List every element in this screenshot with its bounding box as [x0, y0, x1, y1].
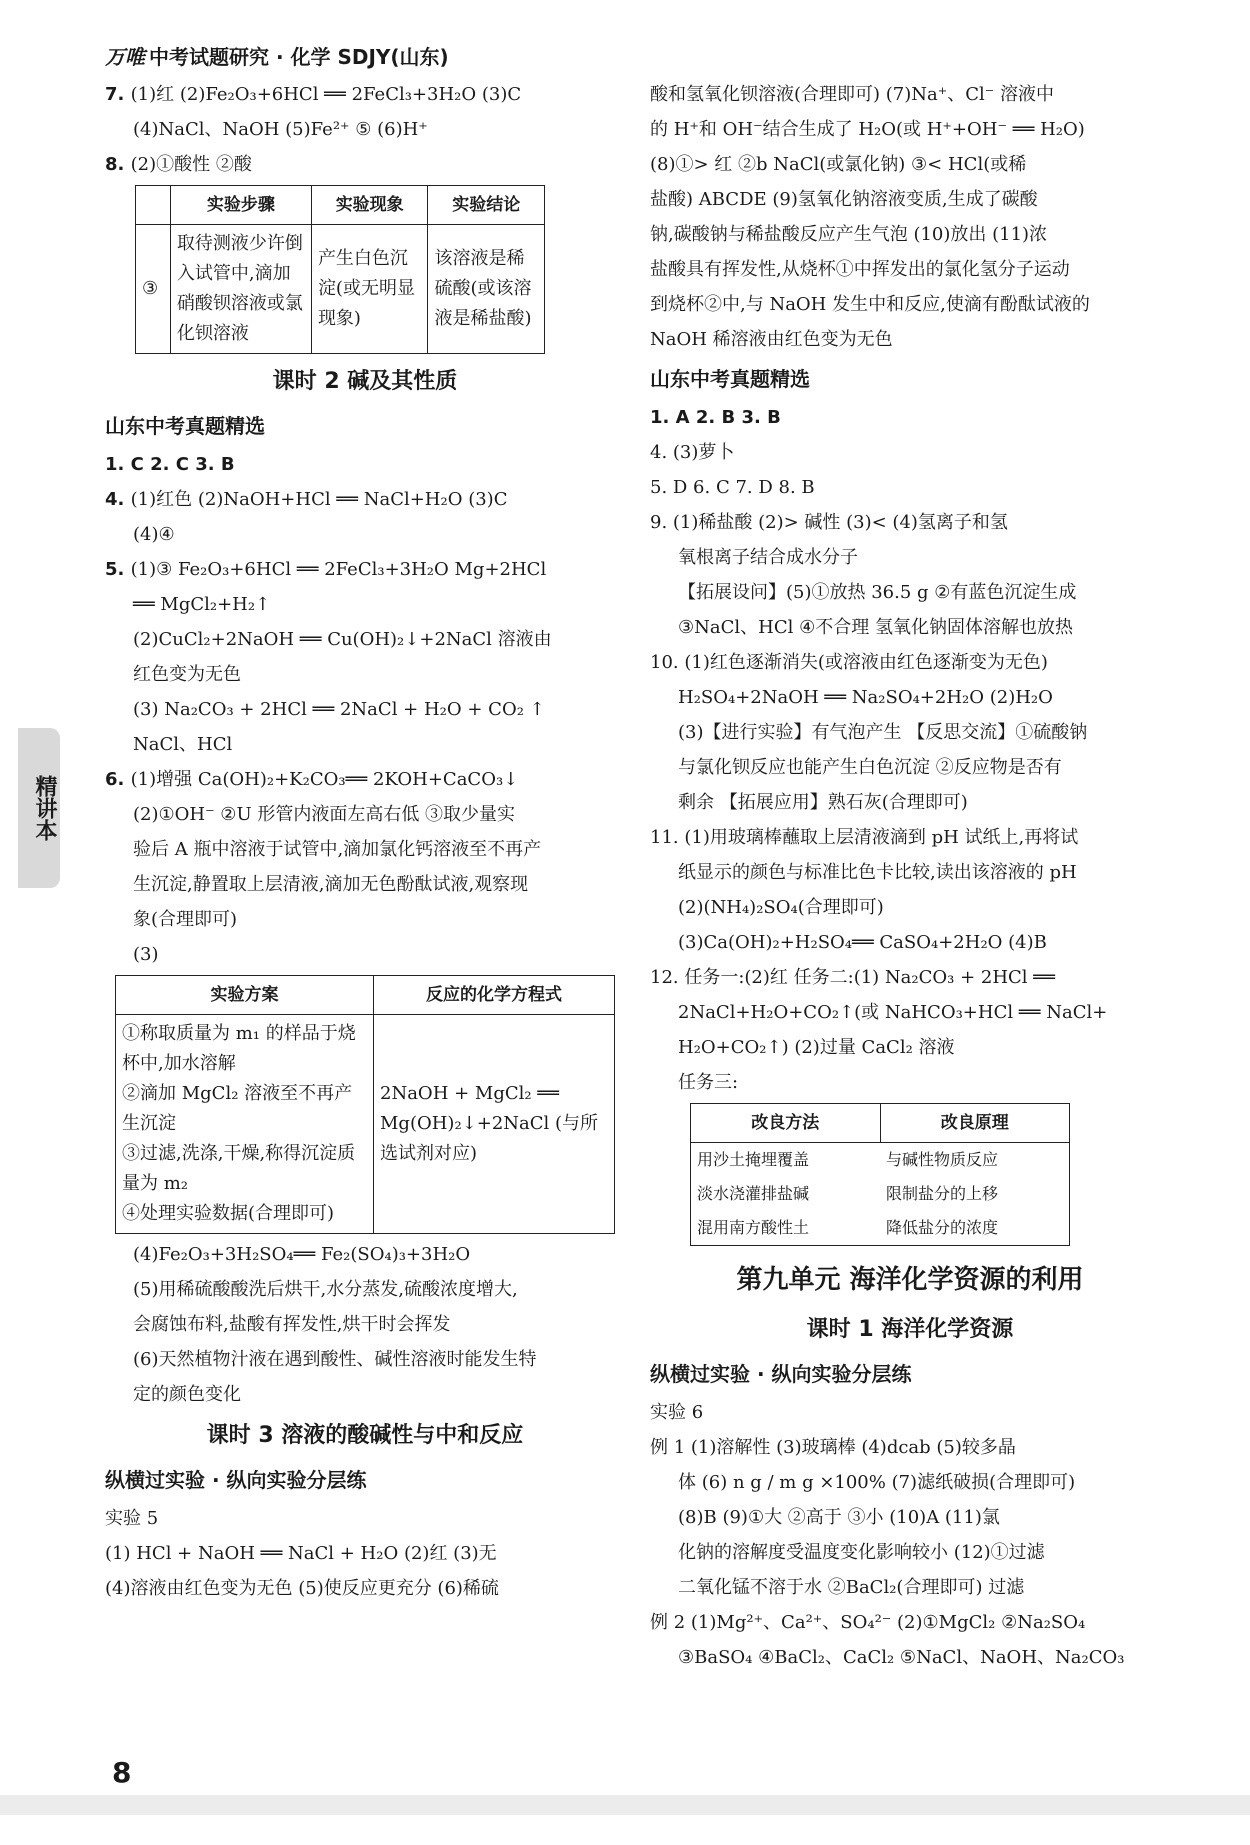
unit-title: 第九单元 海洋化学资源的利用	[736, 1265, 1084, 1295]
answer-line: 9. (1)稀盐酸 (2)> 碱性 (3)< (4)氢离子和氢	[650, 512, 1008, 533]
plan-step: ①称取质量为 m₁ 的样品于烧杯中,加水溶解	[122, 1023, 356, 1074]
answer-line: 盐酸具有挥发性,从烧杯①中挥发出的氯化氢分子运动	[650, 259, 1070, 280]
answer-line: (2)(NH₄)₂SO₄(合理即可)	[678, 897, 884, 918]
answer-line: (4)溶液由红色变为无色 (5)使反应更充分 (6)稀硫	[105, 1578, 499, 1599]
principle-cell: 降低盐分的浓度	[880, 1211, 1070, 1246]
answer-line: 盐酸) ABCDE (9)氢氧化钠溶液变质,生成了碳酸	[650, 189, 1038, 210]
table-cell: 2NaOH + MgCl₂ ══ Mg(OH)₂↓+2NaCl (与所选试剂对应)	[374, 1015, 615, 1234]
table-cell: 取待测液少许倒入试管中,滴加硝酸钡溶液或氯化钡溶液	[170, 225, 311, 354]
answer-line: 纸显示的颜色与标准比色卡比较,读出该溶液的 pH	[678, 862, 1077, 883]
answer-line: (3) Na₂CO₃ + 2HCl ══ 2NaCl + H₂O + CO₂ ↑	[133, 699, 545, 720]
answer-line: 化钠的溶解度受温度变化影响较小 (12)①过滤	[678, 1542, 1045, 1563]
answer-line: 10. (1)红色逐渐消失(或溶液由红色逐渐变为无色)	[650, 652, 1048, 673]
answer-line: 任务三:	[678, 1072, 739, 1093]
answer-line: 4. (1)红色 (2)NaOH+HCl ══ NaCl+H₂O (3)C	[105, 489, 508, 510]
experiment-label: 实验 6	[650, 1402, 704, 1423]
answer-line: 会腐蚀布料,盐酸有挥发性,烘干时会挥发	[133, 1314, 451, 1335]
answer-line: 钠,碳酸钠与稀盐酸反应产生气泡 (10)放出 (11)浓	[650, 224, 1048, 245]
method-cell: 用沙土掩埋覆盖	[691, 1143, 881, 1178]
answer-line: (5)用稀硫酸酸洗后烘干,水分蒸发,硫酸浓度增大,	[133, 1279, 518, 1300]
table-header: 改良原理	[880, 1104, 1070, 1143]
table-header: 实验结论	[428, 186, 545, 225]
answer-line: 例 2 (1)Mg²⁺、Ca²⁺、SO₄²⁻ (2)①MgCl₂ ②Na₂SO₄	[650, 1612, 1086, 1633]
answer-line: (2)CuCl₂+2NaOH ══ Cu(OH)₂↓+2NaCl 溶液由	[133, 629, 552, 650]
lesson-title: 课时 2 碱及其性质	[272, 369, 458, 394]
experiment-plan-table	[115, 975, 615, 1234]
answer-line: H₂O+CO₂↑) (2)过量 CaCl₂ 溶液	[678, 1037, 955, 1058]
footer-bar	[0, 1795, 1250, 1815]
table-header: 实验现象	[311, 186, 428, 225]
answer-line: 生沉淀,静置取上层清液,滴加无色酚酞试液,观察现	[133, 874, 529, 895]
answer-line: ③NaCl、HCl ④不合理 氢氧化钠固体溶解也放热	[678, 617, 1073, 638]
answer-line: 11. (1)用玻璃棒蘸取上层清液滴到 pH 试纸上,再将试	[650, 827, 1079, 848]
side-tab	[18, 728, 60, 888]
table-header: 反应的化学方程式	[374, 976, 615, 1015]
answer-line: 5. D 6. C 7. D 8. B	[650, 477, 815, 498]
answer-line: 氧根离子结合成水分子	[678, 547, 858, 568]
answer-line: 红色变为无色	[133, 664, 241, 685]
answer-line: (8)①> 红 ②b NaCl(或氯化钠) ③< HCl(或稀	[650, 154, 1027, 175]
section-title: 纵横过实验 · 纵向实验分层练	[105, 1468, 367, 1492]
method-cell: 混用南方酸性土	[691, 1211, 881, 1246]
right-column	[650, 80, 1170, 1678]
answer-line: 5. (1)③ Fe₂O₃+6HCl ══ 2FeCl₃+3H₂O Mg+2HCl	[105, 559, 547, 580]
soil-improvement-table	[690, 1103, 1070, 1246]
page-header	[105, 42, 449, 70]
answer-line: 1. A 2. B 3. B	[650, 407, 781, 428]
answer-line: 酸和氢氧化钡溶液(合理即可) (7)Na⁺、Cl⁻ 溶液中	[650, 84, 1054, 105]
table-cell: 产生白色沉淀(或无明显现象)	[311, 225, 428, 354]
answer-line: (3)	[133, 944, 159, 965]
answer-line: 二氧化锰不溶于水 ②BaCl₂(合理即可) 过滤	[678, 1577, 1025, 1598]
section-title: 山东中考真题精选	[650, 367, 810, 391]
answer-line: 7. (1)红 (2)Fe₂O₃+6HCl ══ 2FeCl₃+3H₂O (3)C	[105, 84, 522, 105]
answer-line: H₂SO₄+2NaOH ══ Na₂SO₄+2H₂O (2)H₂O	[678, 687, 1053, 708]
answer-line: 8. (2)①酸性 ②酸	[105, 154, 252, 175]
answer-line: 2NaCl+H₂O+CO₂↑(或 NaHCO₃+HCl ══ NaCl+	[678, 1002, 1108, 1023]
answer-line: (8)B (9)①大 ②高于 ③小 (10)A (11)氯	[678, 1507, 1000, 1528]
plan-step: ②滴加 MgCl₂ 溶液至不再产生沉淀	[122, 1083, 353, 1134]
lesson-title: 课时 1 海洋化学资源	[806, 1317, 1014, 1342]
answer-line: 剩余 【拓展应用】熟石灰(合理即可)	[678, 792, 968, 813]
plan-step: ④处理实验数据(合理即可)	[122, 1203, 335, 1224]
answer-line: 例 1 (1)溶解性 (3)玻璃棒 (4)dcab (5)较多晶	[650, 1437, 1016, 1458]
answer-line: ③BaSO₄ ④BaCl₂、CaCl₂ ⑤NaCl、NaOH、Na₂CO₃	[678, 1647, 1125, 1668]
answer-line: 12. 任务一:(2)红 任务二:(1) Na₂CO₃ + 2HCl ══	[650, 967, 1055, 988]
answer-line: 象(合理即可)	[133, 909, 238, 930]
table-cell: 该溶液是稀硫酸(或该溶液是稀盐酸)	[428, 225, 545, 354]
answer-line: (4)④	[133, 524, 175, 545]
answer-line: 与氯化钡反应也能产生白色沉淀 ②反应物是否有	[678, 757, 1062, 778]
answer-line: 验后 A 瓶中溶液于试管中,滴加氯化钙溶液至不再产	[133, 839, 542, 860]
plan-step: ③过滤,洗涤,干燥,称得沉淀质量为 m₂	[122, 1143, 356, 1194]
table-header: 实验步骤	[170, 186, 311, 225]
side-tab-label: 精讲本	[32, 775, 57, 841]
answer-line: 1. C 2. C 3. B	[105, 454, 235, 475]
answer-line: (6)天然植物汁液在遇到酸性、碱性溶液时能发生特	[133, 1349, 537, 1370]
answer-line: 4. (3)萝卜	[650, 442, 735, 463]
answer-line: (3)Ca(OH)₂+H₂SO₄══ CaSO₄+2H₂O (4)B	[678, 932, 1047, 953]
principle-cell: 限制盐分的上移	[880, 1177, 1070, 1211]
experiment-table	[135, 185, 545, 354]
brand-logo: 万唯	[105, 45, 145, 69]
principle-cell: 与碱性物质反应	[880, 1143, 1070, 1178]
answer-line: NaOH 稀溶液由红色变为无色	[650, 329, 893, 350]
lesson-title: 课时 3 溶液的酸碱性与中和反应	[206, 1423, 524, 1448]
answer-line: 的 H⁺和 OH⁻结合生成了 H₂O(或 H⁺+OH⁻ ══ H₂O)	[650, 119, 1085, 140]
answer-line: (4)NaCl、NaOH (5)Fe²⁺ ⑤ (6)H⁺	[133, 119, 428, 140]
table-header: 改良方法	[691, 1104, 881, 1143]
answer-line: (3)【进行实验】有气泡产生 【反思交流】①硫酸钠	[678, 722, 1088, 743]
answer-line: 6. (1)增强 Ca(OH)₂+K₂CO₃══ 2KOH+CaCO₃↓	[105, 769, 519, 790]
left-column	[105, 80, 625, 1609]
answer-line: (2)①OH⁻ ②U 形管内液面左高右低 ③取少量实	[133, 804, 516, 825]
answer-line: (4)Fe₂O₃+3H₂SO₄══ Fe₂(SO₄)₃+3H₂O	[133, 1244, 471, 1265]
table-cell	[116, 1015, 374, 1234]
answer-line: NaCl、HCl	[133, 734, 233, 755]
section-title: 纵横过实验 · 纵向实验分层练	[650, 1362, 912, 1386]
experiment-label: 实验 5	[105, 1508, 159, 1529]
section-title: 山东中考真题精选	[105, 414, 265, 438]
answer-line: 到烧杯②中,与 NaOH 发生中和反应,使滴有酚酞试液的	[650, 294, 1090, 315]
book-title: 中考试题研究 · 化学 SDJY(山东)	[149, 45, 449, 69]
row-label: ③	[136, 225, 171, 354]
table-header: 实验方案	[116, 976, 374, 1015]
answer-line: (1) HCl + NaOH ══ NaCl + H₂O (2)红 (3)无	[105, 1543, 497, 1564]
page-number: 8	[112, 1756, 132, 1789]
answer-line: ══ MgCl₂+H₂↑	[133, 594, 271, 615]
answer-line: 定的颜色变化	[133, 1384, 241, 1405]
answer-line: 【拓展设问】(5)①放热 36.5 g ②有蓝色沉淀生成	[678, 582, 1077, 603]
method-cell: 淡水浇灌排盐碱	[691, 1177, 881, 1211]
answer-line: 体 (6) n g / m g ×100% (7)滤纸破损(合理即可)	[678, 1472, 1076, 1493]
